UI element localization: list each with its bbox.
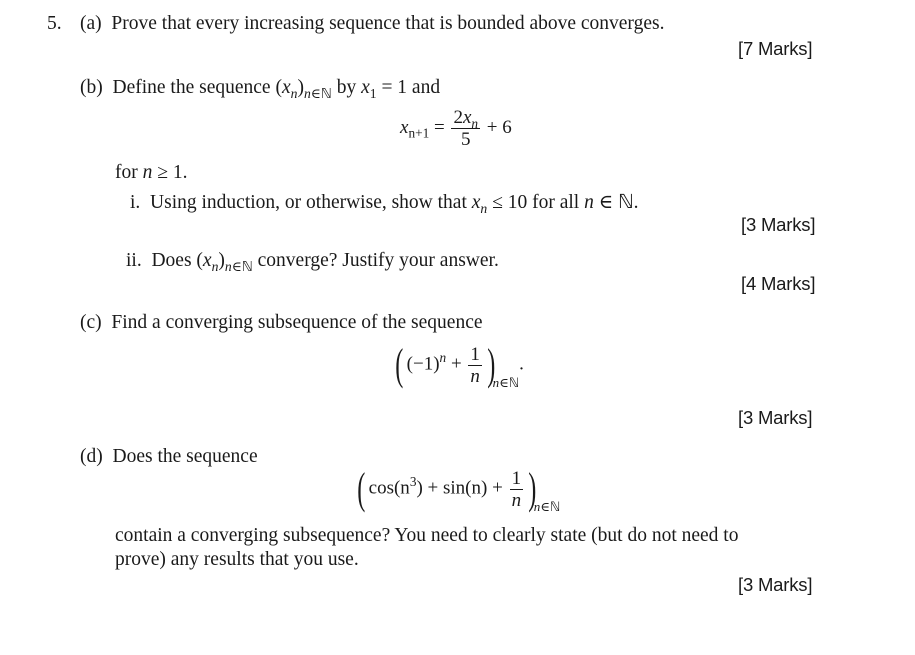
- part-b-intro-a: Define the sequence $(x_n)_{n\in ℕ}$ by $x_1 = 1$ and: [112, 77, 441, 102]
- left-paren: (: [357, 464, 366, 513]
- right-paren: ): [528, 464, 537, 513]
- part-c-expr-left: (−1): [406, 353, 440, 375]
- recurrence-formula: [400, 108, 512, 149]
- part-c-expr-sup: n: [439, 350, 447, 366]
- part-b-ii-label: ii.: [126, 250, 142, 271]
- part-d-fraction: [510, 469, 524, 510]
- recurrence-denominator: 5: [461, 129, 471, 150]
- part-b-ii: [126, 250, 499, 275]
- part-d-text: Does the sequence: [112, 446, 258, 467]
- part-b-ii-text: Does $(x_n)_{n\in ℕ}$ converge? Justify your answer.: [151, 250, 499, 275]
- part-d-expression: [354, 464, 561, 516]
- part-c-fraction: [468, 345, 482, 386]
- part-b-label: (b): [80, 77, 103, 98]
- recurrence-numerator: $2x_n$: [453, 107, 479, 131]
- part-d-expr-main: cos(n: [368, 477, 410, 499]
- recurrence-eq: =: [433, 116, 445, 138]
- part-c-expression: [392, 340, 524, 392]
- part-c-denominator: n: [470, 365, 480, 387]
- part-d-label: (d): [80, 446, 103, 467]
- recurrence-rest: + 6: [486, 116, 512, 138]
- part-a-label: (a): [80, 13, 102, 34]
- part-c-text: Find a converging subsequence of the sequence: [111, 312, 483, 333]
- part-c-expr-plus: +: [450, 353, 462, 375]
- part-d-numerator: 1: [511, 467, 522, 489]
- recurrence-fraction: [451, 108, 480, 149]
- part-d: [80, 447, 258, 467]
- part-a-text: Prove that every increasing sequence that is bounded above converges.: [111, 13, 665, 34]
- part-c-numerator: 1: [470, 343, 480, 365]
- part-d-line2: prove) any results that you use.: [115, 549, 359, 570]
- part-c: [80, 313, 483, 333]
- recurrence-lhs-sub: n+1: [408, 125, 430, 141]
- part-a: [80, 14, 664, 34]
- recurrence-lhs: x: [400, 116, 409, 138]
- part-a-marks: [7 Marks]: [738, 38, 813, 59]
- part-c-marks: [3 Marks]: [738, 407, 813, 428]
- part-d-denominator: n: [511, 489, 522, 511]
- part-d-expr-sup: 3: [409, 474, 417, 490]
- part-d-expr-mid: ) + sin(n) +: [416, 477, 503, 499]
- part-b-i-text: Using induction, or otherwise, show that $x_n \le 10$ for all n ∈ ℕ.: [150, 190, 639, 216]
- right-paren: ): [487, 340, 496, 389]
- part-c-index: n∈ℕ: [492, 375, 520, 392]
- part-b-intro: [80, 77, 441, 102]
- part-d-line1: contain a converging subsequence? You need to clearly state (but do not need to: [115, 525, 739, 546]
- part-c-label: (c): [80, 312, 102, 333]
- part-c-end: .: [519, 353, 524, 375]
- part-b-i-marks: [3 Marks]: [741, 214, 816, 235]
- part-b-i-label: i.: [130, 192, 141, 213]
- part-d-marks: [3 Marks]: [738, 574, 813, 595]
- part-b-ii-marks: [4 Marks]: [741, 273, 816, 294]
- part-b-i: [130, 190, 639, 216]
- question-number: 5.: [47, 13, 62, 34]
- part-b-condition: for n ≥ 1.: [115, 162, 188, 183]
- left-paren: (: [395, 340, 404, 389]
- part-d-index: n∈ℕ: [533, 499, 561, 516]
